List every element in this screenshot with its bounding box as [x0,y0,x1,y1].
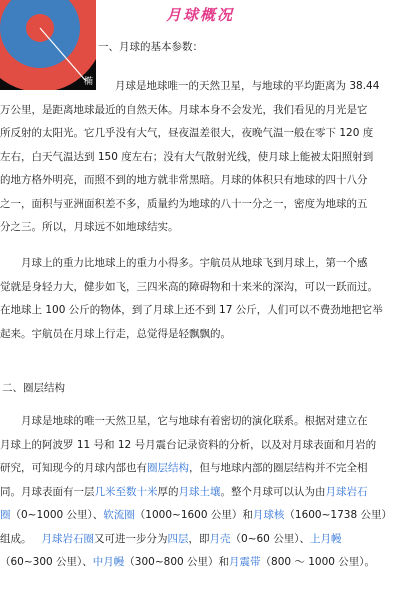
s1-p1-line: 所反射的太阳光。它几乎没有大气，昼夜温差很大，夜晚气温一般在零下 120 度 [0,127,374,139]
link-middle-mantle[interactable]: 中月幔 [92,556,125,568]
s2-line: （60~300 公里）、中月幔（300~800 公里）和月震带（800 ～ 1000 公里）。 [0,556,376,568]
link-thickness[interactable]: 几米至数十米 [94,485,158,498]
s2-line: 圈（0~1000 公里）、软流圈（1000~1600 公里）和月球核（1600~1738 公里） [0,509,392,521]
figure-label: 椭 [83,77,93,87]
s1-p1-line: 万公里，是距离地球最近的自然天体。月球本身不会发光，我们看见的月光是它 [0,103,368,116]
section1-heading: 一、月球的基本参数： [98,41,203,53]
link-asthenosphere[interactable]: 软流圈 [103,509,135,521]
s1-p1-line: 月球是地球唯一的天然卫星，与地球的平均距离为 38.44 [115,80,380,92]
s1-p1-line: 分之三。所以，月球远不如地球结实。 [0,221,179,233]
s2-line: 同。月球表面有一层几米至数十米厚的月球土壤。整个月球可以认为由月球岩石 [0,485,368,498]
s2-line: 月球上的阿波罗 11 号和 12 号月震台记录资料的分析，以及对月球表面和月岩的 [0,438,377,451]
link-upper-mantle[interactable]: 上月幔 [309,532,342,545]
s1-p2-line: 月球上的重力比地球上的重力小得多。宇航员从地球飞到月球上，第一个感 [21,257,368,269]
s1-p1-line: 之一，面积与亚洲面积差不多，质量约为地球的八十一分之一，密度为地球的五 [0,197,368,210]
link-lithosphere[interactable]: 月球岩石圈 [41,532,95,545]
s1-p2-line: 在地球上 100 公斤的物体，到了月球上还不到 17 公斤，人们可以不费劲地把它举 [0,304,383,316]
section2-paragraph [0,410,398,575]
section1-paragraphs [0,75,398,240]
link-lunar-soil[interactable]: 月球土壤 [178,485,221,498]
link-crust[interactable]: 月壳 [209,532,231,545]
s1-p2-line: 起来。宇航员在月球上行走，总觉得是轻飘飘的。 [0,327,231,340]
document-body [0,40,400,568]
link-layer-structure[interactable]: 圈层结构 [147,462,189,474]
link-lunar-rock[interactable]: 月球岩石 [325,485,368,498]
s2-line: 研究，可知现今的月球内部也有圈层结构，但与地球内部的圈层结构并不完全相 [0,462,368,474]
link-four-layers[interactable]: 四层 [167,532,189,545]
section1-paragraph2 [0,252,398,346]
link-moonquake-zone[interactable]: 月震带 [229,556,261,568]
s1-p1-line: 左右，白天气温达到 150 度左右；没有大气散射光线，使月球上能被太阳照射到 [0,150,374,163]
s2-line: 组成。 月球岩石圈又可进一步分为四层，即月壳（0~60 公里）、上月幔 [0,532,342,545]
page-title: 月球概况 [165,6,234,24]
s2-line: 月球是地球的唯一天然卫星，它与地球有着密切的演化联系。根据对建立在 [21,415,368,427]
s1-p2-line: 觉就是身轻力大，健步如飞，三四米高的障碍物和十来米的深沟，可以一跃而过。 [0,280,378,293]
link-lunar-rock-cont[interactable]: 圈 [0,509,11,521]
s1-p1-line: 的地方格外明亮，而照不到的地方就非常黑暗。月球的体积只有地球的四十八分 [0,174,368,186]
section2-heading: 二、圈层结构 [2,382,65,394]
link-lunar-core[interactable]: 月球核 [252,509,285,521]
